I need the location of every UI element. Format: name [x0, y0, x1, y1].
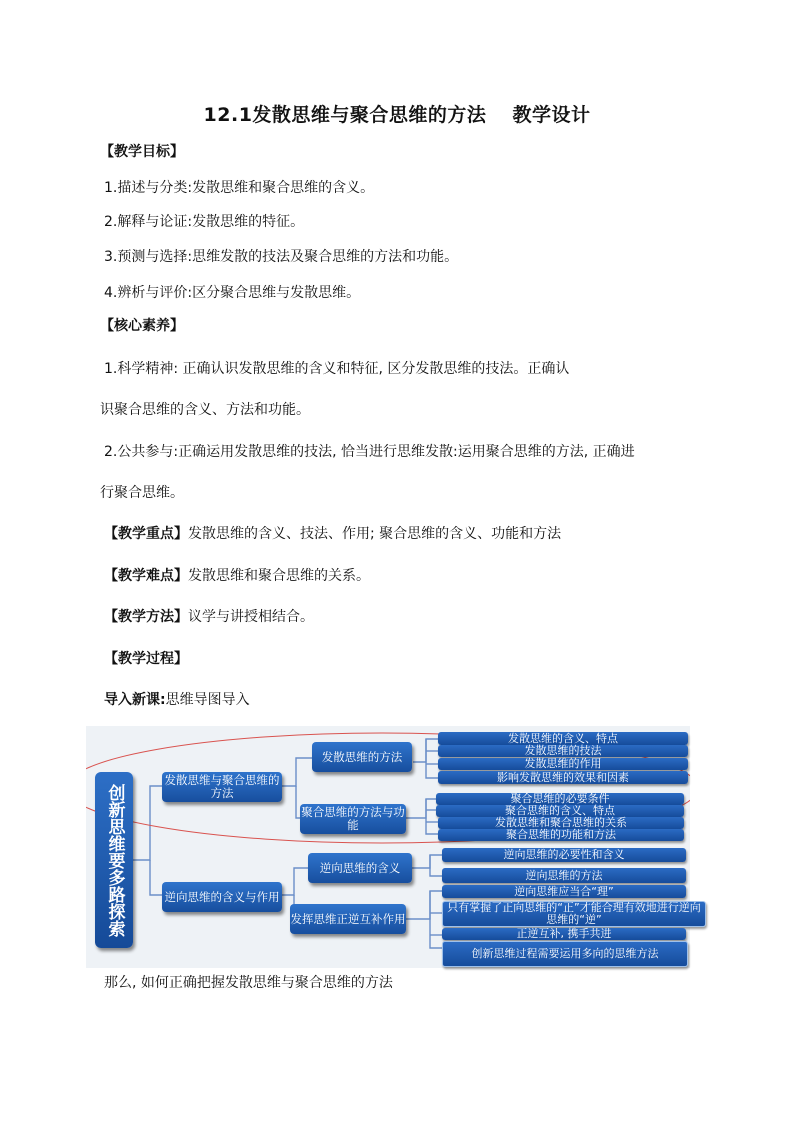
goal-item-3: 3.预测与选择:思维发散的技法及聚合思维的方法和功能。	[104, 249, 459, 265]
mind-map-root: 创新思维要多路探索	[95, 772, 133, 948]
mind-map-leaf: 影响发散思维的效果和因素	[438, 771, 688, 784]
difficulty-text: 发散思维和聚合思维的关系。	[188, 568, 370, 584]
mind-map-leaf: 聚合思维的功能和方法	[438, 829, 684, 841]
mind-map-leaf: 逆向思维的必要性和含义	[442, 848, 686, 862]
goals-heading: 【教学目标】	[100, 144, 184, 160]
key-points-label: 【教学重点】	[104, 526, 188, 542]
mind-map-leaf: 正逆互补, 携手共进	[442, 928, 686, 940]
goal-item-2: 2.解释与论证:发散思维的特征。	[104, 214, 305, 230]
goal-item-4: 4.辨析与评价:区分聚合思维与发散思维。	[104, 285, 361, 301]
mind-map-branch-2: 逆向思维的含义与作用	[162, 882, 282, 912]
intro-text: 思维导图导入	[165, 692, 250, 708]
mind-map-sub-divergent-methods: 发散思维的方法	[312, 742, 412, 772]
literacy-item-1-line-2: 识聚合思维的含义、方法和功能。	[100, 402, 310, 418]
mind-map-sub-reverse-meaning: 逆向思维的含义	[308, 853, 412, 883]
mind-map-leaf: 逆向思维应当合“理”	[442, 885, 686, 898]
mind-map-branch-1: 发散思维与聚合思维的方法	[162, 772, 282, 802]
literacy-heading: 【核心素养】	[100, 318, 184, 334]
mind-map-leaf: 发散思维的作用	[438, 758, 688, 770]
teaching-method	[104, 607, 314, 627]
title-main: 12.1发散思维与聚合思维的方法	[203, 104, 487, 126]
key-points	[104, 524, 561, 544]
teaching-method-label: 【教学方法】	[104, 609, 188, 625]
mind-map-leaf: 只有掌握了正向思维的“正”才能合理有效地进行逆向思维的“逆”	[442, 901, 706, 927]
closing-text: 那么, 如何正确把握发散思维与聚合思维的方法	[104, 975, 393, 991]
mind-map-leaf: 聚合思维的含义、特点	[436, 805, 684, 817]
title-tail: 教学设计	[512, 104, 591, 126]
mind-map-leaf: 发散思维的含义、特点	[438, 732, 688, 745]
teaching-method-text: 议学与讲授相结合。	[188, 609, 314, 625]
mind-map-sub-convergent-methods: 聚合思维的方法与功能	[301, 805, 405, 832]
difficulty-label: 【教学难点】	[104, 568, 188, 584]
literacy-item-2-line-1: 2.公共参与:正确运用发散思维的技法, 恰当进行思维发散:运用聚合思维的方法, 正确进	[104, 444, 635, 460]
mind-map-sub-complementary: 发挥思维正逆互补作用	[290, 904, 406, 934]
mind-map-leaf: 聚合思维的必要条件	[436, 793, 684, 805]
key-points-text: 发散思维的含义、技法、作用; 聚合思维的含义、功能和方法	[188, 526, 562, 542]
intro	[104, 690, 250, 710]
literacy-item-1-line-1: 1.科学精神: 正确认识发散思维的含义和特征, 区分发散思维的技法。正确认	[104, 361, 570, 377]
document-title	[0, 100, 794, 127]
mind-map-leaf: 发散思维和聚合思维的关系	[438, 817, 684, 829]
process-heading: 【教学过程】	[104, 651, 188, 667]
mind-map-leaf: 逆向思维的方法	[442, 868, 686, 883]
literacy-item-2-line-2: 行聚合思维。	[100, 485, 184, 501]
goal-item-1: 1.描述与分类:发散思维和聚合思维的含义。	[104, 180, 375, 196]
difficulty	[104, 566, 370, 586]
mind-map-leaf: 创新思维过程需要运用多向的思维方法	[442, 941, 688, 967]
mind-map	[86, 726, 701, 968]
mind-map-leaf: 发散思维的技法	[438, 745, 688, 757]
intro-label: 导入新课:	[104, 692, 166, 708]
